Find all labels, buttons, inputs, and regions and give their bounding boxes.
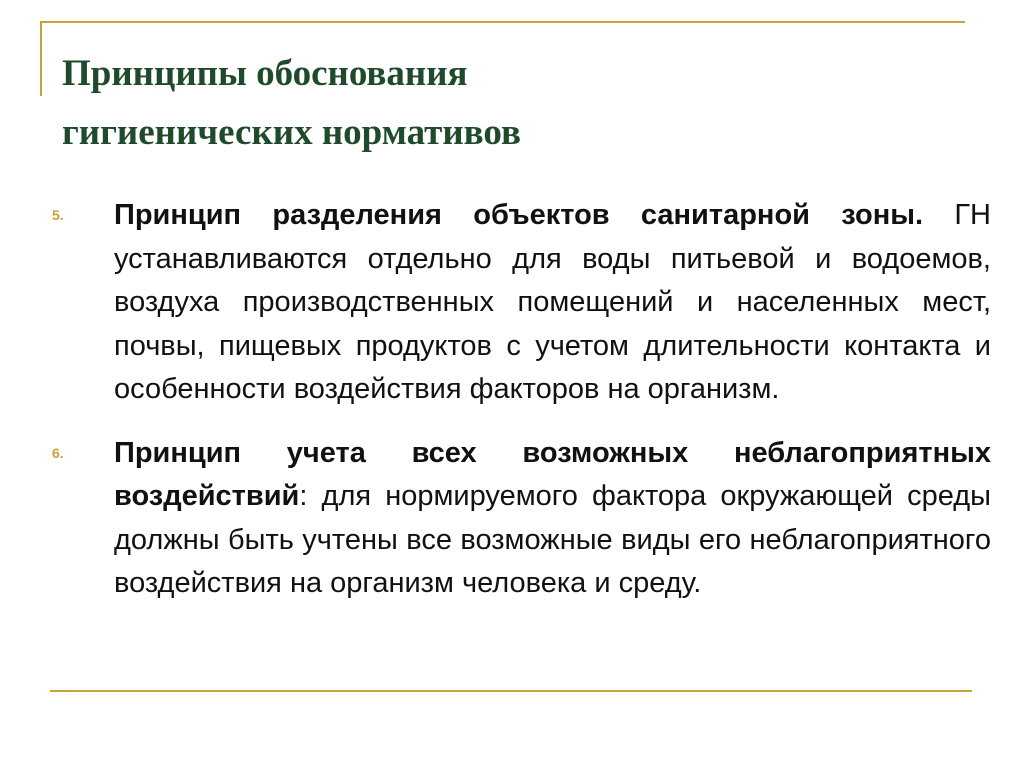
left-decorative-line xyxy=(40,21,42,96)
item-heading: Принцип разделения объектов санитарной зоны. xyxy=(114,199,924,231)
slide-title-line-1: Принципы обоснования xyxy=(62,53,468,94)
item-text: ГН устанавливаются отдельно для воды питьевой и водоемов, воздуха производственных помещений и населенных мест, почвы, пищевых продуктов с учетом длительности контакта и особенности воздействия факторов на организм. xyxy=(114,199,991,405)
principles-list xyxy=(52,194,991,606)
item-number: 6. xyxy=(52,444,64,461)
slide-title-line-2: гигиенических нормативов xyxy=(62,112,521,153)
slide-title xyxy=(62,44,962,162)
bottom-decorative-line xyxy=(50,690,972,692)
top-decorative-line xyxy=(40,21,965,23)
item-number: 5. xyxy=(52,207,64,223)
list-item xyxy=(52,432,991,606)
item-text: : для нормируемого фактора окружающей среды должны быть учтены все возможные виды его неблагоприятного воздействия на организм человека и среду. xyxy=(114,480,991,599)
list-item xyxy=(52,194,991,412)
item-heading: Принцип учета всех возможных неблагоприятных воздействий xyxy=(114,436,991,512)
